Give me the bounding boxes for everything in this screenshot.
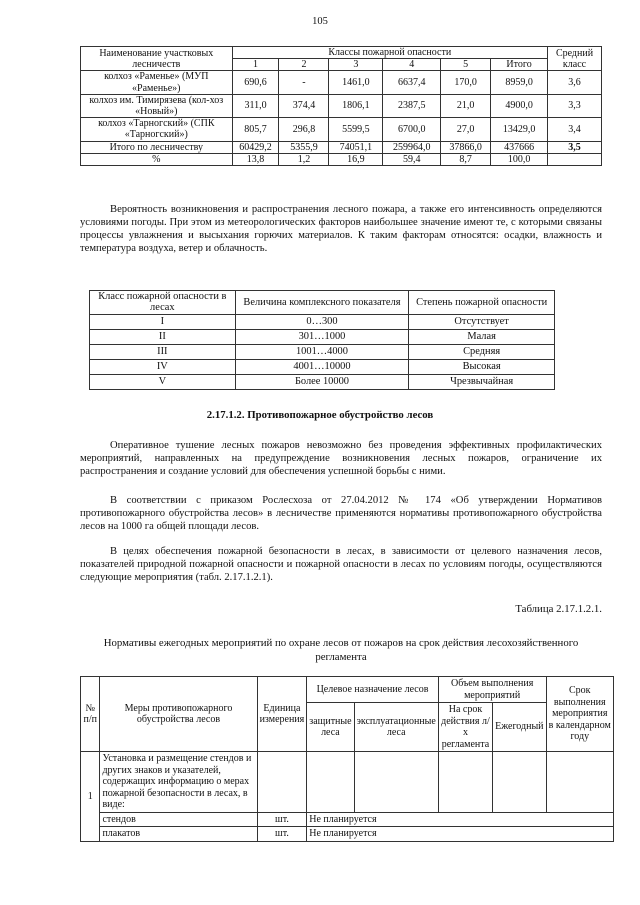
cell: 311,0 xyxy=(232,94,279,117)
cell-avg xyxy=(548,153,602,165)
cell: 37866,0 xyxy=(441,141,491,153)
cell-empty xyxy=(307,752,354,813)
cell: 6700,0 xyxy=(383,118,441,141)
cell: 805,7 xyxy=(232,118,279,141)
header-period: На срок действия л/х регламента xyxy=(438,703,492,752)
header-exploit: эксплуатационные леса xyxy=(354,703,438,752)
table-row-percent xyxy=(81,153,602,165)
table-row xyxy=(81,827,614,842)
cell: 1,2 xyxy=(279,153,329,165)
row-text: Установка и размещение стендов и других знаков и указателей, содержащих информацию о мерах пожарной безопасности в лесах, в виде: xyxy=(100,752,257,813)
header-num: № п/п xyxy=(81,677,100,752)
cell: 27,0 xyxy=(441,118,491,141)
section-title: 2.17.1.2. Противопожарное обустройство лесов xyxy=(206,409,434,421)
cell-empty xyxy=(438,752,492,813)
header-name: Наименование участковых лесничеств xyxy=(81,47,233,71)
header-classes: Классы пожарной опасности xyxy=(232,47,547,59)
table-row xyxy=(81,118,602,141)
paragraph-weather: Вероятность возникновения и распространения лесного пожара, а также его интенсивность определяются условиями погоды. При этом из метеорологических факторов наибольшее значение имеют те, с которыми связаны процессы увлажнения и высыхания горючих материалов. К таким факторам относятся: осадки, влажность и температура воздуха, ветер и облачность. xyxy=(80,204,602,254)
row-name: колхоз им. Тимирязева (кол-хоз «Новый») xyxy=(81,94,233,117)
cell: 59,4 xyxy=(383,153,441,165)
header-degree: Степень пожарной опасности xyxy=(409,291,555,315)
cell: 259964,0 xyxy=(383,141,441,153)
header-protective: защитные леса xyxy=(307,703,354,752)
cell: V xyxy=(90,374,236,389)
paragraph-order: В соответствии с приказом Рослесхоза от 27.04.2012 № 174 «Об утверждении Нормативов противопожарного обустройства лесов» в лесничестве применяются нормативы противопожарного обустройства лесов на 1000 га общей площади лесов. xyxy=(80,495,602,532)
header-annual: Ежегодный xyxy=(493,703,546,752)
fire-danger-scale-table xyxy=(89,290,555,390)
cell: 21,0 xyxy=(441,94,491,117)
row-name: % xyxy=(81,153,233,165)
cell: III xyxy=(90,344,236,359)
header-class: Класс пожарной опасности в лесах xyxy=(90,291,236,315)
header-avg: Средний класс xyxy=(548,47,602,71)
cell: 1001…4000 xyxy=(235,344,409,359)
cell-avg: 3,3 xyxy=(548,94,602,117)
table-row xyxy=(81,94,602,117)
cell: 170,0 xyxy=(441,71,491,94)
cell: 8,7 xyxy=(441,153,491,165)
cell: Чрезвычайная xyxy=(409,374,555,389)
cell-empty xyxy=(257,752,307,813)
header-measures: Меры противопожарного обустройства лесов xyxy=(100,677,257,752)
cell: I xyxy=(90,314,236,329)
fire-measures-table xyxy=(80,676,614,842)
page-number: 105 xyxy=(312,16,328,27)
cell: Более 10000 xyxy=(235,374,409,389)
fire-class-table xyxy=(80,46,602,166)
cell: 301…1000 xyxy=(235,329,409,344)
cell: Малая xyxy=(409,329,555,344)
cell: 13429,0 xyxy=(491,118,548,141)
header-unit: Единица измерения xyxy=(257,677,307,752)
header-index: Величина комплексного показателя xyxy=(235,291,409,315)
table-row xyxy=(90,374,555,389)
cell: 4001…10000 xyxy=(235,359,409,374)
table-row xyxy=(81,71,602,94)
table-row-total xyxy=(81,141,602,153)
cell: 8959,0 xyxy=(491,71,548,94)
cell: 296,8 xyxy=(279,118,329,141)
cell: 100,0 xyxy=(491,153,548,165)
header-term: Срок выполнения мероприятия в календарном году xyxy=(546,677,613,752)
header-purpose: Целевое назначение лесов xyxy=(307,677,439,703)
cell: - xyxy=(279,71,329,94)
table-title: Нормативы ежегодных мероприятий по охране лесов от пожаров на срок действия лесохозяйственного регламента xyxy=(103,637,579,664)
row-name: Итого по лесничеству xyxy=(81,141,233,153)
row-name: колхоз «Тарногский» (СПК «Тарногский») xyxy=(81,118,233,141)
header-volume: Объем выполнения мероприятий xyxy=(438,677,546,703)
cell: 74051,1 xyxy=(329,141,383,153)
cell: 1806,1 xyxy=(329,94,383,117)
cell: 60429,2 xyxy=(232,141,279,153)
table-row xyxy=(81,812,614,827)
cell: 690,6 xyxy=(232,71,279,94)
class-col: 4 xyxy=(383,59,441,71)
cell: 5355,9 xyxy=(279,141,329,153)
sub-row-unit: шт. xyxy=(257,827,307,842)
table-caption: Таблица 2.17.1.2.1. xyxy=(515,603,602,615)
cell-avg: 3,5 xyxy=(548,141,602,153)
cell-empty xyxy=(493,752,546,813)
cell: 4900,0 xyxy=(491,94,548,117)
sub-row-name: стендов xyxy=(100,812,257,827)
cell: 1461,0 xyxy=(329,71,383,94)
class-col: 3 xyxy=(329,59,383,71)
cell: IV xyxy=(90,359,236,374)
cell-avg: 3,6 xyxy=(548,71,602,94)
row-num: 1 xyxy=(81,752,100,842)
table-row xyxy=(81,752,614,813)
paragraph-prevention: Оперативное тушение лесных пожаров невозможно без проведения эффективных профилактических мероприятий, направленных на предупреждение возникновения лесных пожаров, ограничение их распространения и создание условий для обеспечения успешной борьбы с ними. xyxy=(80,440,602,477)
sub-row-name: плакатов xyxy=(100,827,257,842)
cell: 6637,4 xyxy=(383,71,441,94)
cell: II xyxy=(90,329,236,344)
paragraph-measures: В целях обеспечения пожарной безопасности в лесах, в зависимости от целевого назначения лесов, показателей природной пожарной опасности и пожарной опасности в лесах по условиям погоды, осуществляются следующие мероприятия (табл. 2.17.1.2.1). xyxy=(80,546,602,583)
cell: 437666 xyxy=(491,141,548,153)
cell: Отсутствует xyxy=(409,314,555,329)
cell: 16,9 xyxy=(329,153,383,165)
class-col: 5 xyxy=(441,59,491,71)
cell-empty xyxy=(354,752,438,813)
cell: 5599,5 xyxy=(329,118,383,141)
cell: 374,4 xyxy=(279,94,329,117)
cell-avg: 3,4 xyxy=(548,118,602,141)
table-row xyxy=(90,344,555,359)
sub-row-unit: шт. xyxy=(257,812,307,827)
row-name: колхоз «Раменье» (МУП «Раменье») xyxy=(81,71,233,94)
cell: 0…300 xyxy=(235,314,409,329)
table-row xyxy=(90,359,555,374)
class-col: 2 xyxy=(279,59,329,71)
table-row xyxy=(90,314,555,329)
cell-empty xyxy=(546,752,613,813)
sub-row-value: Не планируется xyxy=(307,812,614,827)
table-row xyxy=(90,329,555,344)
sub-row-value: Не планируется xyxy=(307,827,614,842)
cell: Высокая xyxy=(409,359,555,374)
class-col: 1 xyxy=(232,59,279,71)
class-col: Итого xyxy=(491,59,548,71)
cell: 2387,5 xyxy=(383,94,441,117)
cell: Средняя xyxy=(409,344,555,359)
cell: 13,8 xyxy=(232,153,279,165)
